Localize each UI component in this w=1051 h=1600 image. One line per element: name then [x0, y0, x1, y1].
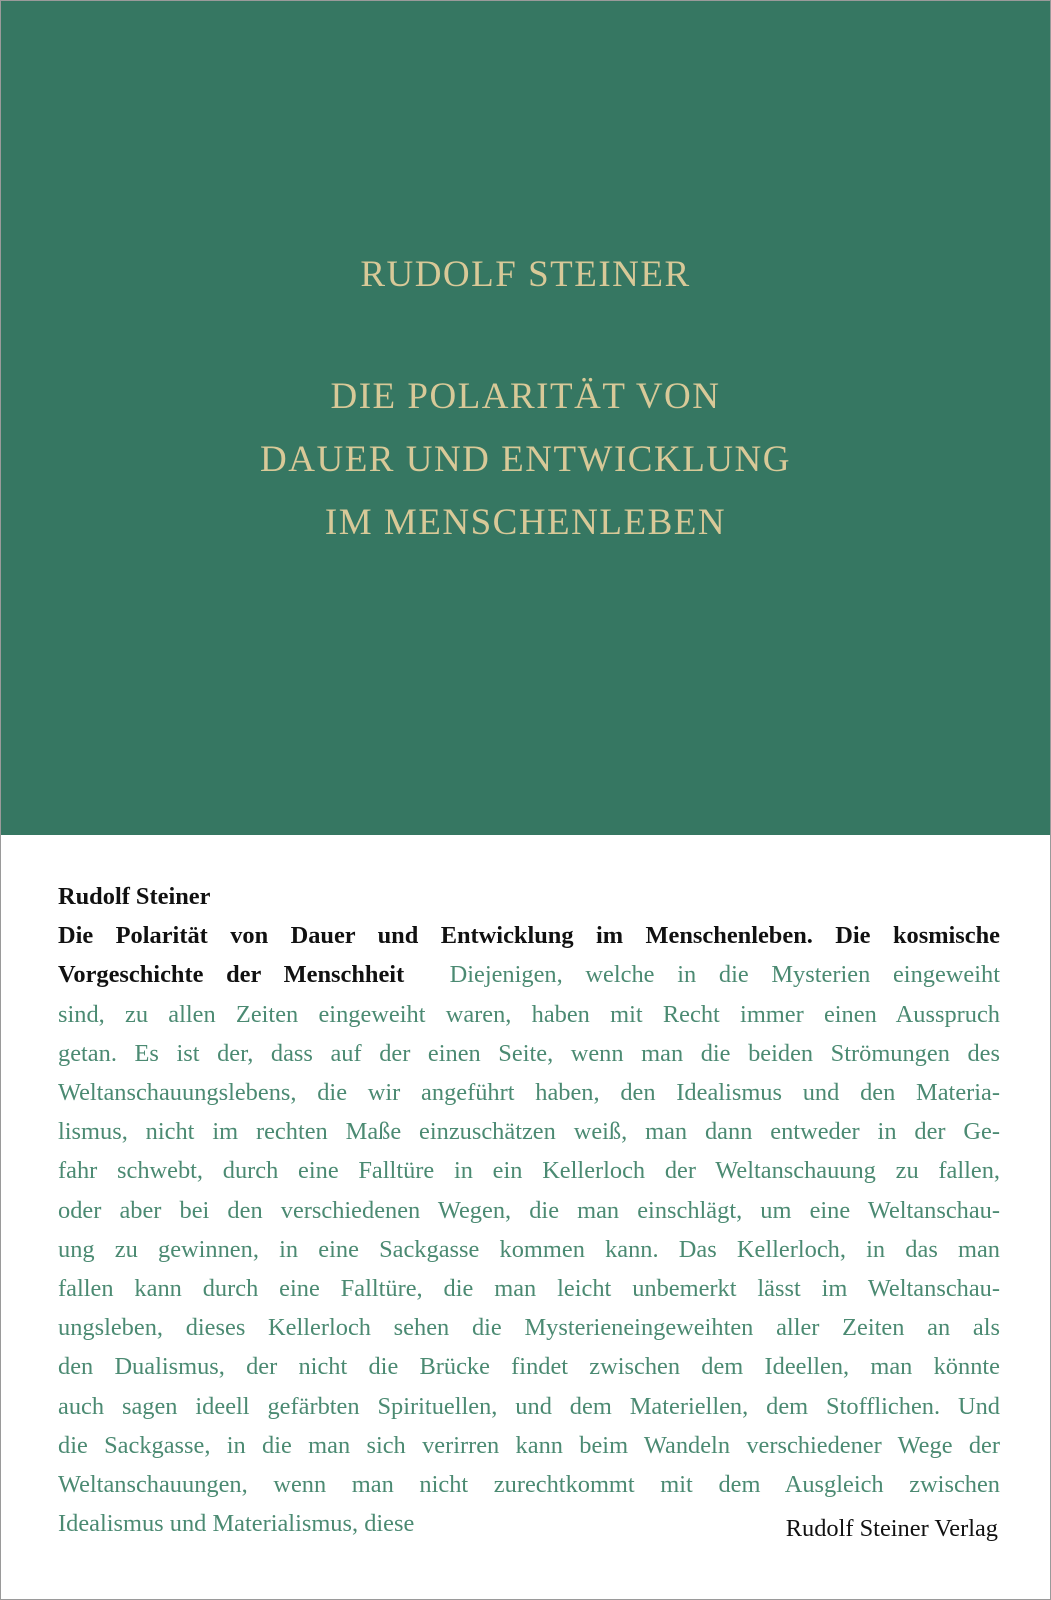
- blurb-line: die Sackgasse, in die man sich verirren kann beim Wandeln verschiedener Wege der: [58, 1431, 1000, 1459]
- cover-title-line: DAUER UND ENTWICKLUNG: [260, 439, 791, 480]
- publisher-name: Rudolf Steiner Verlag: [785, 1515, 998, 1542]
- blurb-line: Idealismus und Materialismus, diese: [58, 1510, 415, 1538]
- blurb-line: auch sagen ideell gefärbten Spirituellen, und dem Materiellen, dem Stofflichen. Und: [58, 1392, 1000, 1420]
- blurb-line: oder aber bei den verschiedenen Wegen, die man einschlägt, um eine Weltanschau-: [58, 1196, 1000, 1224]
- blurb-line: sind, zu allen Zeiten eingeweiht waren, haben mit Recht immer einen Ausspruch: [58, 1000, 1000, 1028]
- blurb-line: Weltanschauungslebens, die wir angeführt haben, den Idealismus und den Materia-: [58, 1079, 1000, 1107]
- blurb-line: lismus, nicht im rechten Maße einzuschätzen weiß, man dann entweder in der Ge-: [58, 1118, 1000, 1146]
- cover-title-line: DIE POLARITÄT VON: [330, 376, 721, 417]
- cover-author: RUDOLF STEINER: [360, 254, 691, 295]
- blurb-line: fallen kann durch eine Falltüre, die man leicht unbemerkt lässt im Weltanschau-: [58, 1275, 1000, 1303]
- blurb-line: fahr schwebt, durch eine Falltüre in ein Kellerloch der Weltanschauung zu fallen,: [58, 1157, 1000, 1185]
- cover-top-panel: [1, 1, 1050, 835]
- blurb-line: den Dualismus, der nicht die Brücke findet zwischen dem Ideellen, man könnte: [58, 1353, 1000, 1381]
- blurb-line: ungsleben, dieses Kellerloch sehen die Mysterieneingeweihten aller Zeiten an als: [58, 1314, 1000, 1342]
- blurb-line: getan. Es ist der, dass auf der einen Seite, wenn man die beiden Strömungen des: [58, 1039, 1000, 1067]
- blurb-title-line: Vorgeschichte der Menschheit: [58, 961, 405, 989]
- blurb-text-first: Diejenigen, welche in die Mysterien eingeweiht: [449, 961, 1000, 989]
- cover-title-line: IM MENSCHENLEBEN: [324, 502, 727, 543]
- blurb-title-line: Die Polarität von Dauer und Entwicklung im Menschenleben. Die kosmische: [58, 922, 1000, 950]
- blurb-line: ung zu gewinnen, in eine Sackgasse kommen kann. Das Kellerloch, in das man: [58, 1235, 1000, 1263]
- blurb-line: [58, 955, 1000, 994]
- cover-title: [1, 365, 1050, 554]
- blurb-text: [58, 877, 1000, 1543]
- blurb-author: Rudolf Steiner: [58, 883, 211, 910]
- blurb-line: Weltanschauungen, wenn man nicht zurechtkommt mit dem Ausgleich zwischen: [58, 1471, 1000, 1499]
